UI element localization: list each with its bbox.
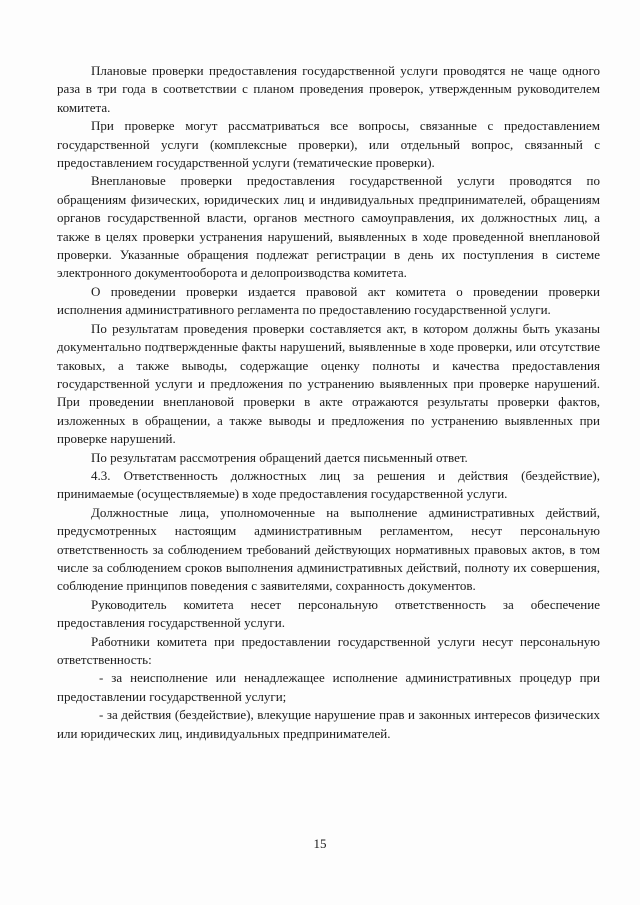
paragraph-unplanned-inspections: Внеплановые проверки предоставления государственной услуги проводятся по обращениям физических, юридических лиц и индивидуальных предпринимателей, обращениям органов государственной власти, органов местного самоуправления, их должностных лиц, а также в целях проверки устранения нарушений, выявленных в ходе проведенной внеплановой проверки. Указанные обращения подлежат регистрации в день их поступления в системе электронного документооборота и делопроизводства комитета. [57, 173, 600, 281]
paragraph-employees-responsibility: Работники комитета при предоставлении государственной услуги несут персональную ответственность: [57, 633, 600, 667]
paragraph-inspection-results: По результатам проведения проверки составляется акт, в котором должны быть указаны документально подтвержденные факты нарушений, выявленные в ходе проверки, или отсутствие таковых, а также выводы, содержащие оценку полноты и качества предоставления государственной услуги и предложения по устранению выявленных при проверке нарушений. При проведении внеплановой проверки в акте отражаются результаты проверки фактов, изложенных в обращении, а также выводы и предложения по устранению выявленных при проверке нарушений. [57, 320, 600, 447]
page-number: 15 [313, 836, 327, 851]
paragraph-planned-inspections: Плановые проверки предоставления государственной услуги проводятся не чаще одного раза в три года в соответствии с планом проведения проверок, утвержденным руководителем комитета. [57, 63, 600, 115]
document-body [57, 62, 600, 743]
paragraph-officials-responsibility: Должностные лица, уполномоченные на выполнение административных действий, предусмотренных настоящим административным регламентом, несут персональную ответственность за соблюдением требований действующих нормативных правовых актов, в том числе за соблюдением сроков выполнения административных действий, полноту их совершения, соблюдение принципов поведения с заявителями, сохранность документов. [57, 504, 600, 594]
paragraph-inspection-scope: При проверке могут рассматриваться все вопросы, связанные с предоставлением государственной услуги (комплексные проверки), или отдельный вопрос, связанный с предоставлением государственной услуги (тематические проверки). [57, 118, 600, 171]
paragraph-written-response: По результатам рассмотрения обращений дается письменный ответ. [91, 449, 468, 465]
list-item-nonperformance: - за неисполнение или ненадлежащее исполнение административных процедур при предоставлении государственной услуги; [57, 670, 600, 704]
paragraph-head-responsibility: Руководитель комитета несет персональную ответственность за обеспечение предоставления государственной услуги. [57, 596, 600, 631]
list-item-actions-inaction: - за действия (бездействие), влекущие нарушение прав и законных интересов физических или юридических лиц, индивидуальных предпринимателей. [57, 707, 600, 741]
paragraph-legal-act: О проведении проверки издается правовой акт комитета о проведении проверки исполнения административного регламента по предоставлению государственной услуги. [57, 283, 600, 318]
section-heading-4-3: 4.3. Ответственность должностных лиц за решения и действия (бездействие), принимаемые (осуществляемые) в ходе предоставления государственной услуги. [57, 467, 600, 502]
